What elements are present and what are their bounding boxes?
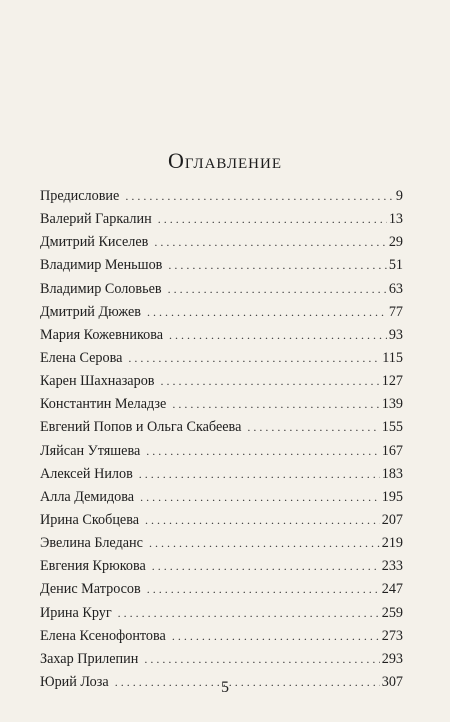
toc-entry [40, 535, 403, 558]
dot-leader [154, 235, 386, 250]
dot-leader [168, 258, 386, 273]
toc-entry-page: 293 [381, 650, 403, 667]
dot-leader [169, 328, 387, 343]
toc-entry-title: Карен Шахназаров [40, 373, 155, 390]
toc-entry-page: 247 [381, 581, 403, 598]
toc-entry-title: Алексей Нилов [40, 465, 133, 482]
dot-leader [146, 444, 379, 459]
dot-leader [172, 397, 379, 412]
toc-entry-title: Елена Серова [40, 349, 123, 366]
toc-entry [40, 443, 403, 466]
dot-leader [125, 189, 394, 204]
toc-heading: Оглавление [167, 148, 283, 173]
dot-leader [158, 212, 387, 227]
toc-entry [40, 558, 403, 581]
dot-leader [149, 536, 380, 551]
toc-entry-page: 127 [381, 373, 403, 390]
dot-leader [139, 467, 380, 482]
toc-entry-title: Владимир Соловьев [40, 280, 162, 297]
toc-entry-title: Ирина Скобцева [40, 511, 140, 528]
toc-entry [40, 651, 403, 674]
toc-entry-title: Дмитрий Дюжев [40, 303, 141, 320]
dot-leader [168, 282, 387, 297]
toc-entry-title: Константин Меладзе [40, 396, 167, 413]
toc-entry [40, 188, 403, 211]
toc-entry-title: Ирина Круг [40, 604, 112, 621]
toc-entry-title: Владимир Меньшов [40, 257, 163, 274]
toc-entry-page: 273 [381, 627, 403, 644]
dot-leader [144, 652, 379, 667]
page-number: 5 [221, 679, 229, 696]
dot-leader [128, 351, 380, 366]
toc-entry-page: 207 [381, 511, 403, 528]
toc-entry-page: 155 [381, 419, 403, 436]
dot-leader [247, 420, 379, 435]
toc-entry [40, 211, 403, 234]
toc-entry-title: Ляйсан Утяшева [40, 442, 141, 459]
toc-entry-page: 29 [388, 234, 403, 251]
toc-entry-page: 195 [381, 488, 403, 505]
toc-entry [40, 234, 403, 257]
toc-entry-title: Захар Прилепин [40, 650, 139, 667]
dot-leader [118, 606, 380, 621]
dot-leader [147, 305, 387, 320]
toc-entry [40, 512, 403, 535]
toc-entry-page: 219 [381, 535, 403, 552]
toc-entry-title: Валерий Гаркалин [40, 211, 152, 228]
dot-leader [140, 490, 380, 505]
toc-entry-page: 167 [381, 442, 403, 459]
toc-entry-page: 233 [381, 558, 403, 575]
toc-entry [40, 327, 403, 350]
toc-entry-title: Эвелина Бледанс [40, 535, 143, 552]
dot-leader [152, 559, 380, 574]
toc-entry [40, 489, 403, 512]
dot-leader [147, 582, 380, 597]
toc-entry [40, 257, 403, 280]
toc-entry [40, 628, 403, 651]
toc-entry-title: Евгений Попов и Ольга Скабеева [40, 419, 242, 436]
toc-entry [40, 605, 403, 628]
toc-entry [40, 373, 403, 396]
dot-leader [172, 629, 380, 644]
toc-entry-page: 307 [381, 673, 403, 690]
dot-leader [160, 374, 379, 389]
toc-entry [40, 581, 403, 604]
toc-entry-title: Предисловие [40, 188, 120, 204]
toc-entry-page: 63 [388, 280, 403, 297]
toc-entry-page: 183 [381, 465, 403, 482]
toc-entry [40, 466, 403, 489]
toc-entry [40, 350, 403, 373]
toc-entry [40, 281, 403, 304]
dot-leader [145, 513, 380, 528]
toc-list [40, 188, 403, 697]
toc-entry-page: 77 [388, 303, 403, 320]
toc-entry [40, 396, 403, 419]
toc-entry-page: 13 [388, 211, 403, 228]
toc-entry-page: 93 [388, 326, 403, 343]
toc-entry-page: 259 [381, 604, 403, 621]
toc-entry-title: Юрий Лоза [40, 673, 109, 690]
toc-entry-title: Денис Матросов [40, 581, 141, 598]
toc-entry-title: Дмитрий Киселев [40, 234, 149, 251]
toc-entry-title: Мария Кожевникова [40, 326, 164, 343]
toc-entry-page: 51 [388, 257, 403, 274]
toc-entry-page: 139 [381, 396, 403, 413]
toc-entry-title: Алла Демидова [40, 488, 135, 505]
toc-entry [40, 304, 403, 327]
toc-entry-title: Евгения Крюкова [40, 558, 146, 575]
toc-entry-title: Елена Ксенофонтова [40, 627, 166, 644]
toc-entry-page: 9 [395, 188, 403, 204]
toc-entry-page: 115 [382, 349, 403, 366]
toc-entry [40, 419, 403, 442]
